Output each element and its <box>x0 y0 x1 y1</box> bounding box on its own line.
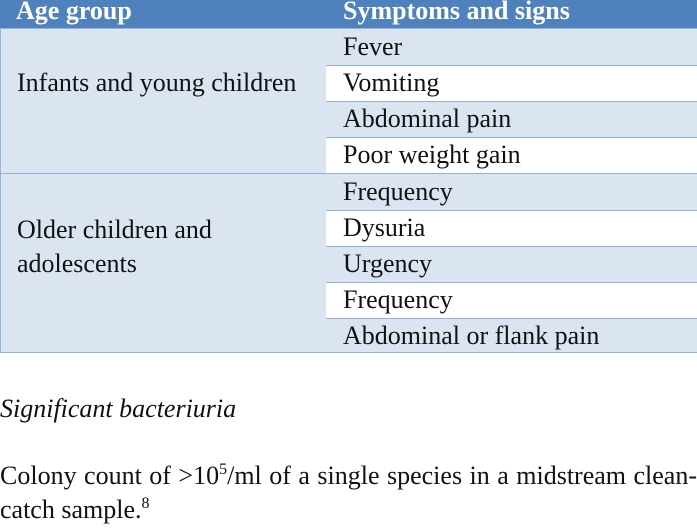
age-group-cell-older <box>0 173 326 353</box>
symptom-row <box>326 137 697 173</box>
header-symptoms: Symptoms and signs <box>343 0 570 25</box>
table-divider <box>326 246 697 247</box>
table-divider <box>326 318 697 319</box>
symptom-row <box>326 101 697 137</box>
table-divider <box>326 282 697 283</box>
age-group-label: Older children and adolescents <box>17 215 212 278</box>
symptom-text: Abdominal or flank pain <box>343 321 600 350</box>
symptom-row <box>326 65 697 101</box>
age-group-cell-infants <box>0 28 326 173</box>
symptom-text: Urgency <box>343 249 433 278</box>
table-bottom-border <box>0 352 697 353</box>
symptom-text: Dysuria <box>343 213 426 242</box>
table-divider <box>0 173 697 174</box>
age-group-label: Infants and young children <box>17 68 297 97</box>
table-divider <box>326 101 697 102</box>
symptom-row <box>326 246 697 282</box>
symptom-row <box>326 29 697 65</box>
table-left-border <box>0 28 1 353</box>
definition-paragraph <box>0 459 697 527</box>
symptom-row <box>326 282 697 318</box>
definition-text-end: /ml of a single species in a midstream clean-catch sample. <box>0 461 697 524</box>
symptom-text: Poor weight gain <box>343 140 521 169</box>
table-divider <box>326 210 697 211</box>
exponent: 5 <box>219 461 228 478</box>
table-divider <box>326 65 697 66</box>
footnote-reference: 8 <box>141 495 150 512</box>
symptom-text: Fever <box>343 32 403 61</box>
symptom-text: Abdominal pain <box>343 104 512 133</box>
section-heading: Significant bacteriuria <box>0 394 237 423</box>
definition-text-start: Colony count of >10 <box>0 461 220 490</box>
symptom-row <box>326 174 697 210</box>
header-age-group: Age group <box>16 0 132 25</box>
table-header-row <box>0 0 697 28</box>
table-divider <box>326 137 697 138</box>
symptom-text: Frequency <box>343 177 453 206</box>
symptom-row <box>326 318 697 353</box>
symptom-text: Frequency <box>343 285 453 314</box>
symptom-text: Vomiting <box>343 68 440 97</box>
symptom-row <box>326 210 697 246</box>
table-divider <box>0 28 697 29</box>
